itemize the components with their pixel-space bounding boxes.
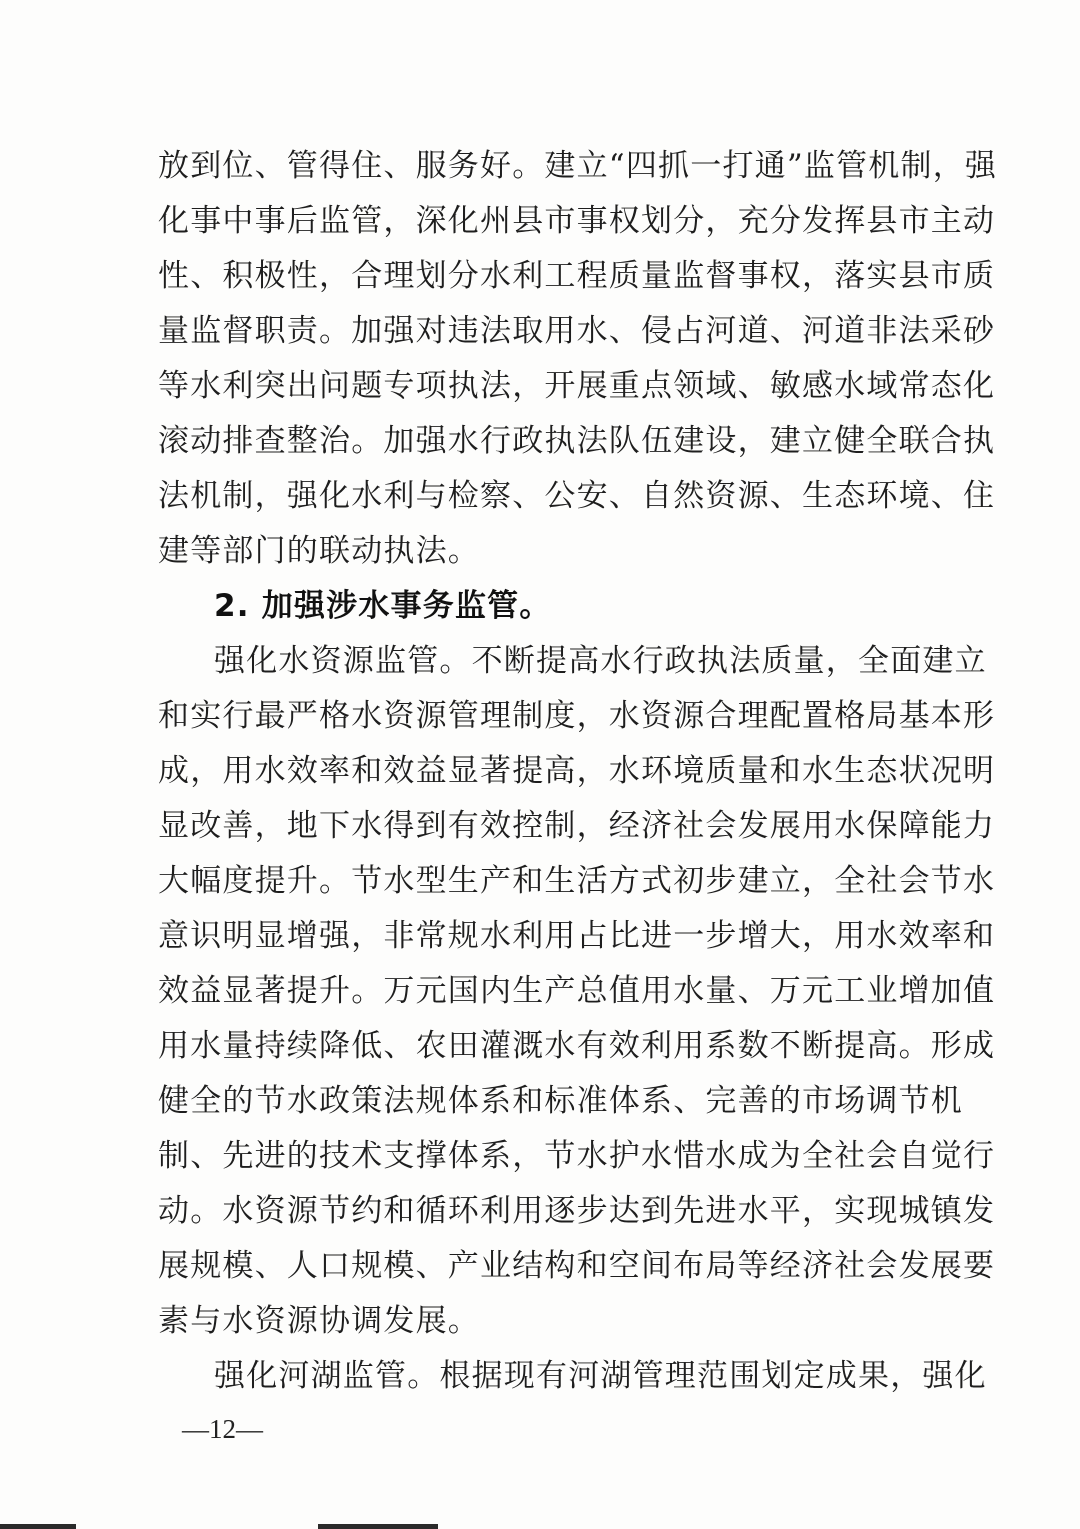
scan-edge-mark (0, 1524, 76, 1529)
text-line: 法机制，强化水利与检察、公安、自然资源、生态环境、住 (158, 478, 996, 514)
text-line: 量监督职责。加强对违法取用水、侵占河道、河道非法采砂 (158, 313, 996, 349)
text-line: 素与水资源协调发展。 (158, 1303, 480, 1339)
section-heading: 2. 加强涉水事务监管。 (214, 588, 552, 624)
text-line: 用水量持续降低、农田灌溉水有效利用系数不断提高。形成 (158, 1028, 996, 1064)
scan-edge-mark (318, 1524, 438, 1529)
text-line: 滚动排查整治。加强水行政执法队伍建设，建立健全联合执 (158, 423, 996, 459)
text-line: 展规模、人口规模、产业结构和空间布局等经济社会发展要 (158, 1248, 996, 1284)
text-line: 建等部门的联动执法。 (158, 533, 480, 569)
text-line: 和实行最严格水资源管理制度，水资源合理配置格局基本形 (158, 698, 996, 734)
paragraph-first-line: 强化水资源监管。不断提高水行政执法质量，全面建立 (214, 643, 987, 679)
text-line: 效益显著提升。万元国内生产总值用水量、万元工业增加值 (158, 973, 996, 1009)
text-line: 成，用水效率和效益显著提高，水环境质量和水生态状况明 (158, 753, 996, 789)
text-line: 显改善，地下水得到有效控制，经济社会发展用水保障能力 (158, 808, 996, 844)
text-line: 制、先进的技术支撑体系，节水护水惜水成为全社会自觉行 (158, 1138, 996, 1174)
text-line: 放到位、管得住、服务好。建立“四抓一打通”监管机制，强 (158, 148, 998, 184)
text-line: 健全的节水政策法规体系和标准体系、完善的市场调节机 (158, 1083, 963, 1119)
paragraph-first-line: 强化河湖监管。根据现有河湖管理范围划定成果，强化 (214, 1358, 987, 1394)
text-line: 动。水资源节约和循环利用逐步达到先进水平，实现城镇发 (158, 1193, 996, 1229)
text-line: 性、积极性，合理划分水利工程质量监督事权，落实县市质 (158, 258, 996, 294)
text-line: 意识明显增强，非常规水利用占比进一步增大，用水效率和 (158, 918, 996, 954)
text-line: 等水利突出问题专项执法，开展重点领域、敏感水域常态化 (158, 368, 996, 404)
text-line: 化事中事后监管，深化州县市事权划分，充分发挥县市主动 (158, 203, 996, 239)
page-number: —12— (182, 1414, 263, 1444)
text-line: 大幅度提升。节水型生产和生活方式初步建立，全社会节水 (158, 863, 996, 899)
